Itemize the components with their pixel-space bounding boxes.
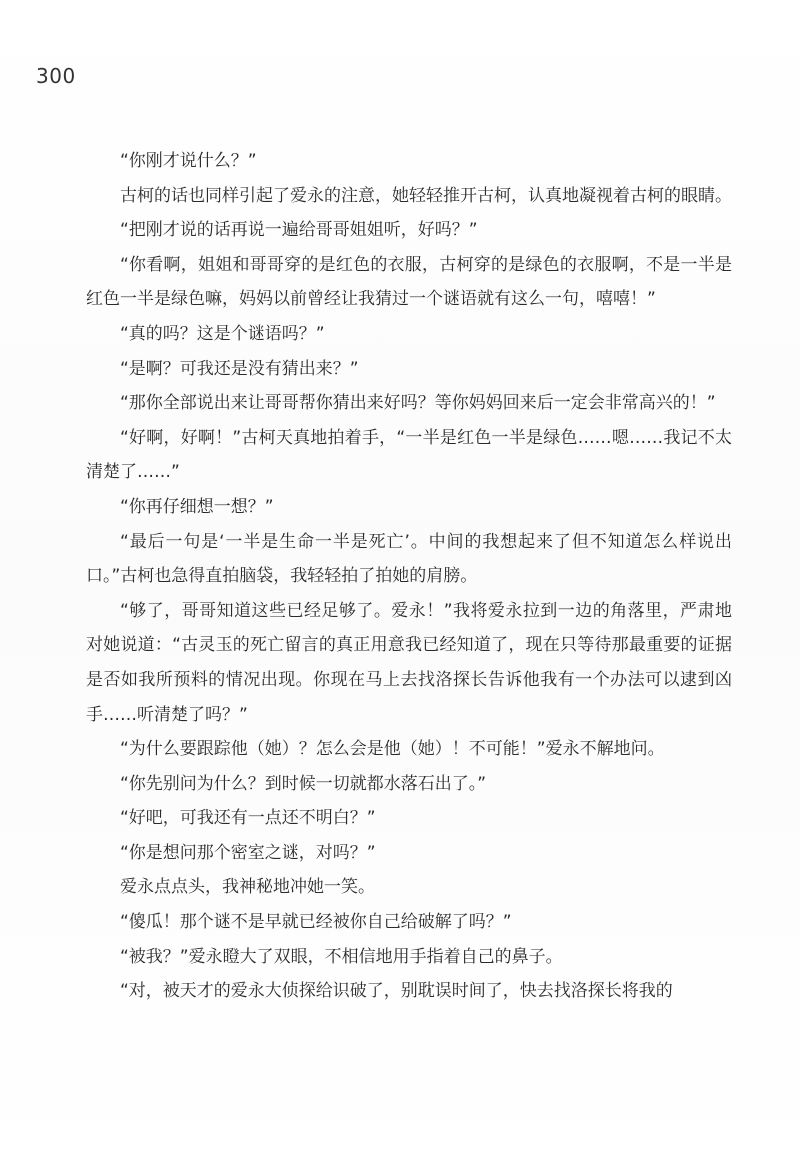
paragraph: “被我？”爱永瞪大了双眼，不相信地用手指着自己的鼻子。 bbox=[120, 946, 563, 967]
paragraph: “你刚才说什么？” bbox=[120, 151, 257, 171]
paragraph: 爱永点点头，我神秘地冲她一笑。 bbox=[120, 877, 375, 898]
paragraph: “你再仔细想一想？” bbox=[120, 496, 274, 517]
paragraph: “是啊？可我还是没有猜出来？” bbox=[120, 358, 359, 379]
paragraph: 古柯的话也同样引起了爱永的注意，她轻轻推开古柯，认真地凝视着古柯的眼睛。 bbox=[120, 185, 732, 206]
paragraph: “你先别问为什么？到时候一切就都水落石出了。” bbox=[120, 773, 487, 794]
paragraph: “为什么要跟踪他（她）？怎么会是他（她）！不可能！”爱永不解地问。 bbox=[120, 739, 665, 760]
paragraph: “够了，哥哥知道这些已经足够了。爱永！”我将爱永拉到一边的角落里，严肃地对她说道：“古灵玉的死亡留言的真正用意我已经知道了，现在只等待那最重要的证据是否如我所预料的情况出现。你现在马上去找洛探长告诉他我有一个办法可以逮到凶手……听清楚了吗？” bbox=[86, 600, 732, 725]
paragraph: “你是想问那个密室之谜，对吗？” bbox=[120, 842, 376, 863]
page-number: 300 bbox=[36, 64, 76, 88]
paragraph: “对，被天才的爱永大侦探给识破了，别耽误时间了，快去找洛探长将我的 bbox=[120, 981, 673, 1002]
paragraph: “好啊，好啊！”古柯天真地拍着手，“一半是红色一半是绿色……嗯……我记不太清楚了……” bbox=[86, 427, 732, 483]
paragraph: “那你全部说出来让哥哥帮你猜出来好吗？等你妈妈回来后一定会非常高兴的！” bbox=[120, 393, 716, 414]
paragraph: “傻瓜！那个谜不是早就已经被你自己给破解了吗？” bbox=[120, 912, 512, 933]
paragraph: “你看啊，姐姐和哥哥穿的是红色的衣服，古柯穿的是绿色的衣服啊，不是一半是红色一半是绿色嘛，妈妈以前曾经让我猜过一个谜语就有这么一句，嘻嘻！” bbox=[86, 254, 732, 310]
body-text bbox=[86, 144, 732, 1009]
paragraph: “把刚才说的话再说一遍给哥哥姐姐听，好吗？” bbox=[120, 220, 478, 241]
paragraph: “好吧，可我还有一点还不明白？” bbox=[120, 808, 376, 829]
paragraph: “真的吗？这是个谜语吗？” bbox=[120, 323, 325, 344]
paragraph: “最后一句是‘一半是生命一半是死亡’。中间的我想起来了但不知道怎么样说出口。”古柯也急得直拍脑袋，我轻轻拍了拍她的肩膀。 bbox=[86, 531, 732, 587]
